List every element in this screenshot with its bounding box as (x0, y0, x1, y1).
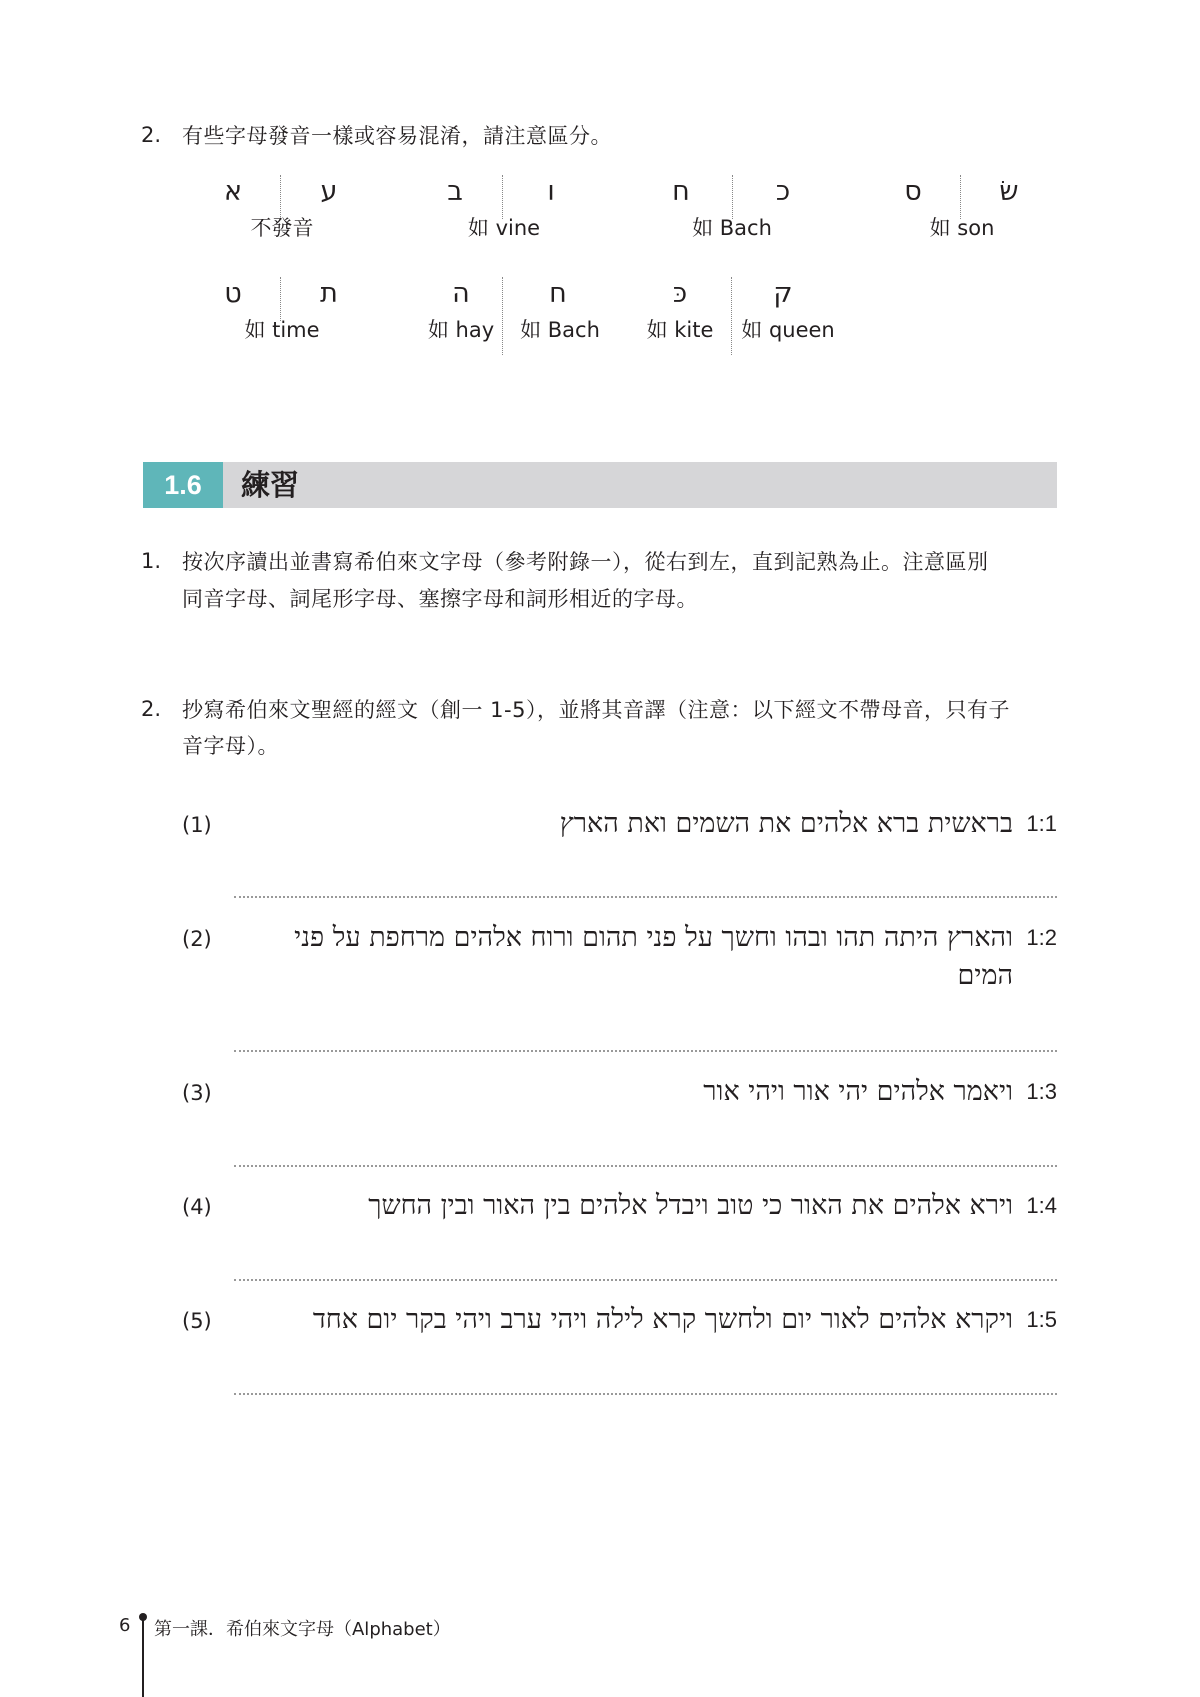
section-number: 1.6 (143, 462, 223, 508)
exercise-line: 音字母）。 (182, 734, 279, 758)
verse-text: ויקרא אלהים לאור יום ולחשך קרא לילה ויהי ערב ויהי בקר יום אחד (312, 1304, 1013, 1335)
hebrew-letter: ח (672, 176, 690, 207)
hebrew-letter: שׂ (999, 176, 1019, 207)
hebrew-letter: ה (452, 278, 470, 309)
footer-dot (139, 1613, 147, 1621)
verse-reference: 1:5 (1026, 1307, 1057, 1332)
section-banner (143, 462, 1057, 508)
hebrew-letter: ק (773, 278, 793, 309)
verse-text: ויאמר אלהים יהי אור ויהי אור (703, 1076, 1013, 1107)
exercise-line: 抄寫希伯來文聖經的經文（創一 1-5），並將其音譯（注意：以下經文不帶母音，只有子 (182, 698, 1010, 722)
hebrew-letter: ו (547, 176, 555, 207)
letter-label: 如 hay (427, 318, 495, 342)
verse-reference: 1:1 (1026, 811, 1057, 836)
letter-label: 如 vine (467, 216, 541, 240)
letter-label: 不發音 (250, 216, 314, 240)
letter-group-kite-queen (640, 277, 840, 357)
hebrew-letter: כּ (672, 278, 688, 309)
verse-text: והארץ היתה תהו ובהו וחשך על פני תהום ורוח אלהים מרחפת על פני המים (294, 922, 1013, 991)
verse-number: (3) (182, 1081, 212, 1105)
letter-label: 如 Bach (692, 216, 772, 240)
divider (502, 277, 503, 355)
letter-label: 如 kite (646, 318, 714, 342)
verse-number: (4) (182, 1195, 212, 1219)
letter-group-son (888, 175, 1036, 255)
answer-line[interactable] (234, 1165, 1057, 1167)
letter-group-hay-bach (414, 277, 614, 357)
letter-group-time (208, 277, 356, 357)
answer-line[interactable] (234, 896, 1057, 898)
verse-reference: 1:3 (1026, 1079, 1057, 1104)
hebrew-letter: א (223, 176, 243, 207)
verse-number: (5) (182, 1309, 212, 1333)
footer-rule (142, 1618, 144, 1697)
divider (731, 277, 732, 355)
verse-reference: 1:2 (1026, 925, 1057, 950)
exercise-number: 1. (141, 549, 162, 573)
hebrew-letter: ע (320, 176, 338, 207)
running-title: 第一課．希伯來文字母（Alphabet） (154, 1619, 451, 1640)
verse-reference: 1:4 (1026, 1193, 1057, 1218)
hebrew-letter: ת (320, 278, 338, 309)
hebrew-letter: ב (447, 176, 463, 207)
verse-text: וירא אלהים את האור כי טוב ויבדל אלהים בין האור ובין החשך (368, 1190, 1013, 1221)
hebrew-letter: ס (904, 176, 922, 207)
hebrew-letter: ח (549, 278, 567, 309)
exercise-line: 同音字母、詞尾形字母、塞擦字母和詞形相近的字母。 (182, 587, 698, 611)
letter-group-bach (656, 175, 816, 255)
verse-number: (1) (182, 813, 212, 837)
hebrew-letter: כ (775, 176, 791, 207)
verse-text: בראשית ברא אלהים את השמים ואת הארץ (559, 808, 1013, 839)
verse-number: (2) (182, 927, 212, 951)
letter-label: 如 Bach (520, 318, 600, 342)
exercise-number: 2. (141, 697, 162, 721)
answer-line[interactable] (234, 1050, 1057, 1052)
letter-label: 如 son (929, 216, 995, 240)
letter-group-silent (208, 175, 356, 255)
answer-line[interactable] (234, 1393, 1057, 1395)
answer-line[interactable] (234, 1279, 1057, 1281)
intro-item-text: 有些字母發音一樣或容易混淆，請注意區分。 (182, 124, 612, 148)
hebrew-letter: ט (224, 278, 242, 309)
exercise-line: 按次序讀出並書寫希伯來文字母（參考附錄一），從右到左，直到記熟為止。注意區別 (182, 550, 989, 574)
letter-label: 如 time (244, 318, 320, 342)
intro-item-number: 2. (141, 123, 162, 147)
page-number: 6 (119, 1615, 131, 1636)
section-title: 練習 (241, 468, 300, 502)
letter-label: 如 queen (741, 318, 835, 342)
letter-group-vine (430, 175, 578, 255)
